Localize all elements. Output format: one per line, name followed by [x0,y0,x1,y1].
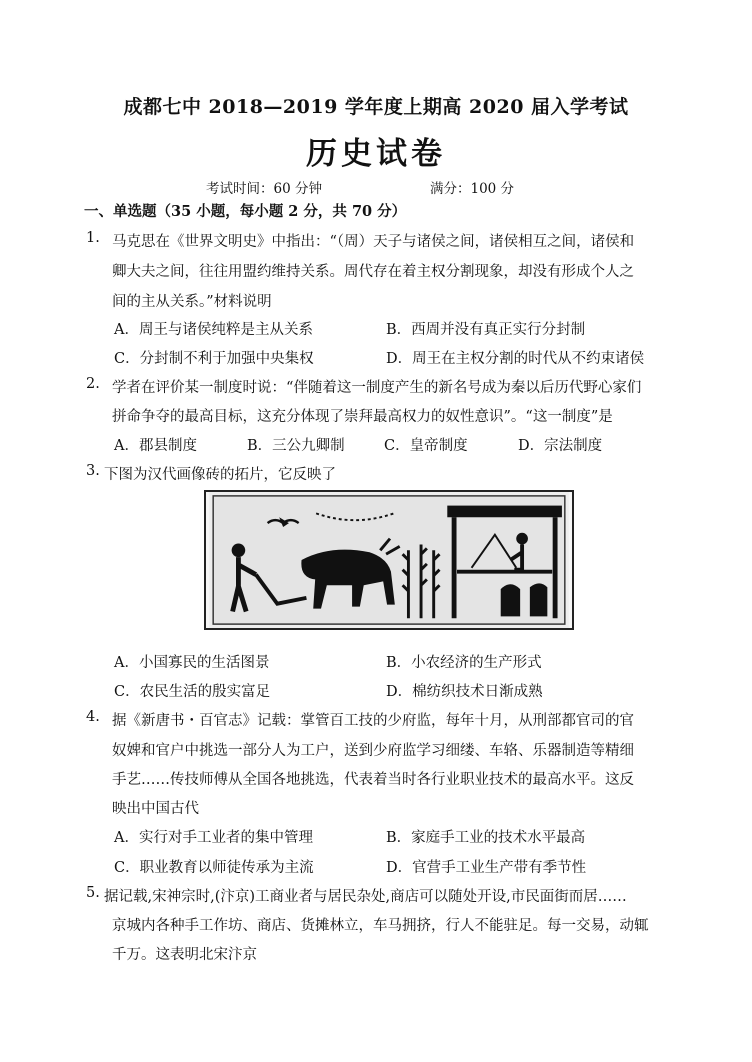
question-number: 1. [86,230,100,246]
question-1-option-c[interactable]: C．分封制不利于加强中央集权 [114,351,314,367]
question-4-option-d[interactable]: D．官营手工业生产带有季节性 [386,860,587,876]
question-number: 2. [86,376,100,392]
question-2-option-c[interactable]: C．皇帝制度 [384,438,468,454]
question-1-line-2: 卿大夫之间，往往用盟约维持关系。周代存在着主权分割现象，却没有形成个人之 [112,264,634,280]
question-1-line-1: 马克思在《世界文明史》中指出：“（周）天子与诸侯之间，诸侯相互之间，诸侯和 [112,234,635,250]
question-4-option-c[interactable]: C．职业教育以师徒传承为主流 [114,860,314,876]
question-2-line-1: 学者在评价某一制度时说：“伴随着这一制度产生的新名号成为秦以后历代野心家们 [112,380,642,396]
question-4-option-b[interactable]: B．家庭手工业的技术水平最高 [386,830,586,846]
question-4-line-3: 手艺……传技师傅从全国各地挑选，代表着当时各行业职业技术的最高水平。这反 [112,772,634,788]
question-1-line-3: 间的主从关系。”材料说明 [112,294,272,310]
question-3-line-1: 下图为汉代画像砖的拓片，它反映了 [104,467,336,483]
exam-score: 满分：100 分 [430,181,515,197]
question-3-option-c[interactable]: C．农民生活的殷实富足 [114,684,271,700]
question-number: 5. [86,885,100,901]
question-1-option-d[interactable]: D．周王在主权分割的时代从不约束诸侯 [386,351,645,367]
question-5-line-1: 据记载,宋神宗时,(汴京)工商业者与居民杂处,商店可以随处开设,市民面街而居…… [104,889,627,905]
han-brick-rubbing-image [204,490,574,630]
question-2-option-d[interactable]: D．宗法制度 [518,438,603,454]
section-heading: 一、单选题（35 小题，每小题 2 分，共 70 分） [84,203,407,220]
question-5-line-2: 京城内各种手工作坊、商店、货摊林立，车马拥挤，行人不能驻足。每一交易，动辄 [112,918,649,934]
question-3-option-a[interactable]: A．小国寡民的生活图景 [114,655,270,671]
exam-time: 考试时间：60 分钟 [206,181,322,197]
question-4-line-2: 奴婢和官户中挑选一部分人为工户，送到少府监学习细缕、车辂、乐器制造等精细 [112,743,634,759]
question-number: 4. [86,709,100,725]
question-2-option-b[interactable]: B．三公九卿制 [247,438,345,454]
question-number: 3. [86,463,100,479]
question-4-option-a[interactable]: A．实行对手工业者的集中管理 [114,830,313,846]
exam-subject: 历史试卷 [306,136,446,172]
question-1-option-b[interactable]: B．西周并没有真正实行分封制 [386,322,586,338]
question-4-line-4: 映出中国古代 [112,801,199,817]
exam-title: 成都七中 2018—2019 学年度上期高 2020 届入学考试 [123,96,629,118]
question-5-line-3: 千万。这表明北宋汴京 [112,947,257,963]
question-2-option-a[interactable]: A．郡县制度 [114,438,197,454]
question-1-option-a[interactable]: A．周王与诸侯纯粹是主从关系 [114,322,313,338]
question-3-option-b[interactable]: B．小农经济的生产形式 [386,655,542,671]
question-4-line-1: 据《新唐书・百官志》记载：掌管百工技的少府监，每年十月，从刑部都官司的官 [112,713,634,729]
question-3-option-d[interactable]: D．棉纺织技术日渐成熟 [386,684,543,700]
question-2-line-2: 拼命争夺的最高目标，这充分体现了崇拜最高权力的奴性意识”。“这一制度”是 [112,409,613,425]
